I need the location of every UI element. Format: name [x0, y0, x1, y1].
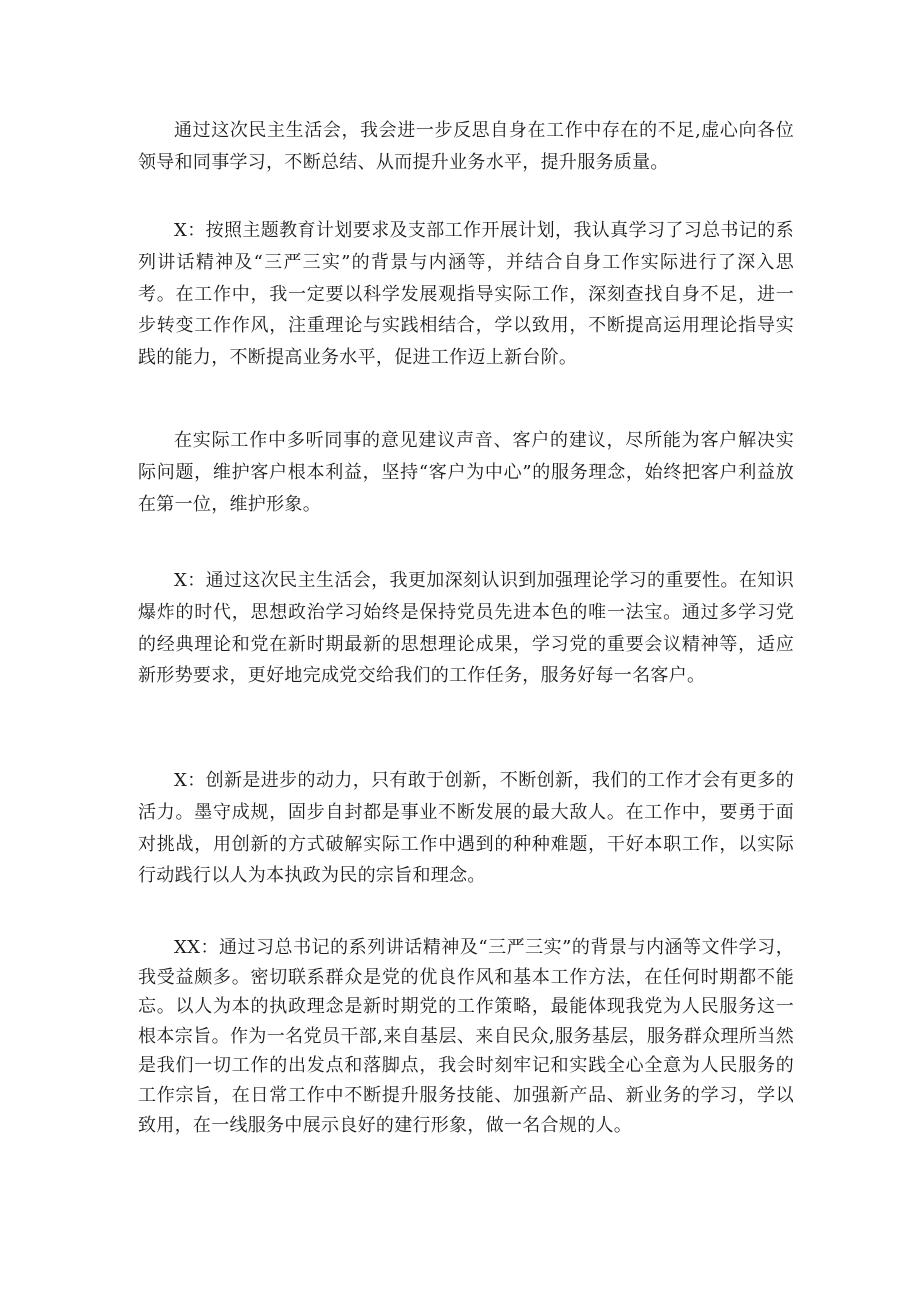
paragraph-1: 通过这次民主生活会，我会进一步反思自身在工作中存在的不足,虚心向各位领导和同事学习，不断总结、从而提升业务水平，提升服务质量。 — [138, 120, 794, 173]
paragraph-4: X：通过这次民主生活会，我更加深刻认识到加强理论学习的重要性。在知识爆炸的时代，思想政治学习始终是保持党员先进本色的唯一法宝。通过多学习党的经典理论和党在新时期最新的思想理论成果，学习党的重要会议精神等，适应新形势要求，更好地完成党交给我们的工作任务，服务好每一名客户。 — [138, 570, 794, 687]
paragraph-6: XX：通过习总书记的系列讲话精神及“三严三实”的背景与内涵等文件学习，我受益颇多。密切联系群众是党的优良作风和基本工作方法，在任何时期都不能忘。以人为本的执政理念是新时期党的工作策略，最能体现我党为人民服务这一根本宗旨。作为一名党员干部,来自基层、来自民众,服务基层，服务群众理所当然是我们一切工作的出发点和落脚点，我会时刻牢记和实践全心全意为人民服务的工作宗旨，在日常工作中不断提升服务技能、加强新产品、新业务的学习，学以致用，在一线服务中展示良好的建行形象，做一名合规的人。 — [138, 937, 794, 1136]
paragraph-5: X：创新是进步的动力，只有敢于创新，不断创新，我们的工作才会有更多的活力。墨守成规，固步自封都是事业不断发展的最大敌人。在工作中，要勇于面对挑战，用创新的方式破解实际工作中遇到的种种难题，干好本职工作，以实际行动践行以人为本执政为民的宗旨和理念。 — [138, 770, 794, 887]
paragraph-2: X：按照主题教育计划要求及支部工作开展计划，我认真学习了习总书记的系列讲话精神及“三严三实”的背景与内涵等，并结合自身工作实际进行了深入思考。在工作中，我一定要以科学发展观指导实际工作，深刻查找自身不足，进一步转变工作作风，注重理论与实践相结合，学以致用，不断提高运用理论指导实践的能力，不断提高业务水平，促进工作迈上新台阶。 — [138, 220, 794, 369]
paragraph-3: 在实际工作中多听同事的意见建议声音、客户的建议，尽所能为客户解决实际问题，维护客户根本利益，坚持“客户为中心”的服务理念，始终把客户利益放在第一位，维护形象。 — [138, 430, 794, 515]
